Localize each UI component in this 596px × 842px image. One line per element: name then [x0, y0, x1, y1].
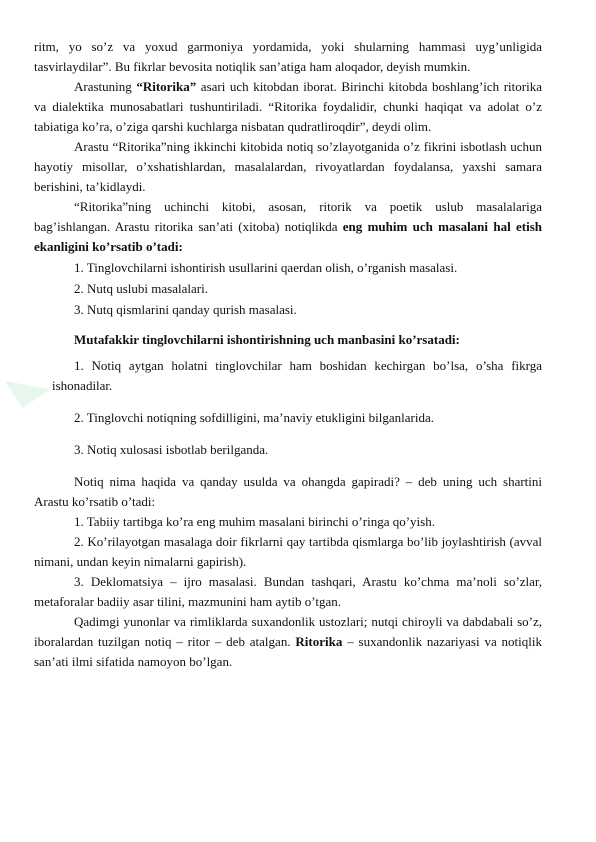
bold-phrase: eng muhim uch masalani hal etish ekanligini ko’rsatib o’tadi:: [34, 219, 542, 254]
condition-3: 3. Deklomatsiya – ijro masalasi. Bundan tashqari, Arastu ko’chma ma’noli so’zlar, metaforalar badiiy asar tilini, mazmunini ham aytib o’tgan.: [34, 574, 542, 609]
paragraph-4: [34, 197, 542, 257]
list-item: 2. Nutq uslubi masalalari.: [74, 281, 208, 296]
condition-2: 2. Ko’rilayotgan masalaga doir fikrlarni qay tartibda qismlarga bo’lib joylashtirish (avval nimani, undan keyin nimalarni gapirish).: [34, 534, 542, 569]
paragraph-6: [34, 612, 542, 672]
paragraph-1: ritm, yo so’z va yoxud garmoniya yordamida, yoki shularning hammasi uyg’unligida tasvirlaydilar”. Bu fikrlar bevosita notiqlik san’atiga ham aloqador, deyish mumkin.: [34, 39, 542, 74]
document-page: [34, 37, 542, 672]
section-heading: [34, 330, 542, 350]
list-item: 3. Nutq qismlarini qanday qurish masalasi.: [74, 302, 297, 317]
list-item: 1. Tinglovchilarni ishontirish usullarini qaerdan olish, o’rganish masalasi.: [74, 260, 458, 275]
bold-term: Ritorika: [295, 634, 343, 649]
text: Qadimgi yunonlar va rimliklarda suxandonlik ustozlari; nutqi chiroyli va dabdabali so’z, iboralardan tuzilgan notiq – ritor – deb atalgan.: [34, 614, 542, 649]
heading-text: Mutafakkir tinglovchilarni ishontirishning uch manbasini ko’rsatadi:: [74, 332, 460, 347]
watermark: ◣: [0, 355, 53, 411]
text: “Ritorika”ning uchinchi kitobi, asosan, ritorik va poetik uslub masalalariga bag’ishlangan. Arastu ritorika san’ati (xitoba) notiqlikda: [34, 199, 542, 234]
condition-1: 1. Tabiiy tartibga ko’ra eng muhim masalani birinchi o’ringa qo’yish.: [74, 514, 435, 529]
paragraph-2: [34, 77, 542, 137]
text: Arastuning: [74, 79, 137, 94]
source-item-3: 3. Notiq xulosasi isbotlab berilganda.: [74, 442, 269, 457]
bold-title: “Ritorika”: [136, 79, 197, 94]
paragraph-3: Arastu “Ritorika”ning ikkinchi kitobida notiq so’zlayotganida o’z fikrini isbotlash uchun hayotiy misollar, o’xshatishlardan, masalalardan, rivoyatlardan foydalansa, yaxshi samara berishini, ta’kidlaydi.: [34, 139, 542, 194]
text: asari uch kitobdan iborat. Birinchi kitobda boshlang’ich ritorika va dialektika munosabatlari tushuntiriladi. “Ritorika foydalidir, chunki haqiqat va adolat o’z tabiatiga ko’ra, o’ziga qarshi kuchlarga nisbatan qudratliroqdir”, deydi olim.: [34, 79, 542, 134]
source-item-2: 2. Tinglovchi notiqning sofdilligini, ma’naviy etukligini bilganlarida.: [74, 410, 435, 425]
paragraph-5: Notiq nima haqida va qanday usulda va ohangda gapiradi? – deb uning uch shartini Arastu ko’rsatib o’tadi:: [34, 474, 542, 509]
text: – suxandonlik nazariyasi va notiqlik san’ati ilmi sifatida namoyon bo’lgan.: [34, 634, 542, 669]
source-item-1: 1. Notiq aytgan holatni tinglovchilar ham boshidan kechirgan bo’lsa, o’sha fikrga ishonadilar.: [52, 358, 542, 393]
